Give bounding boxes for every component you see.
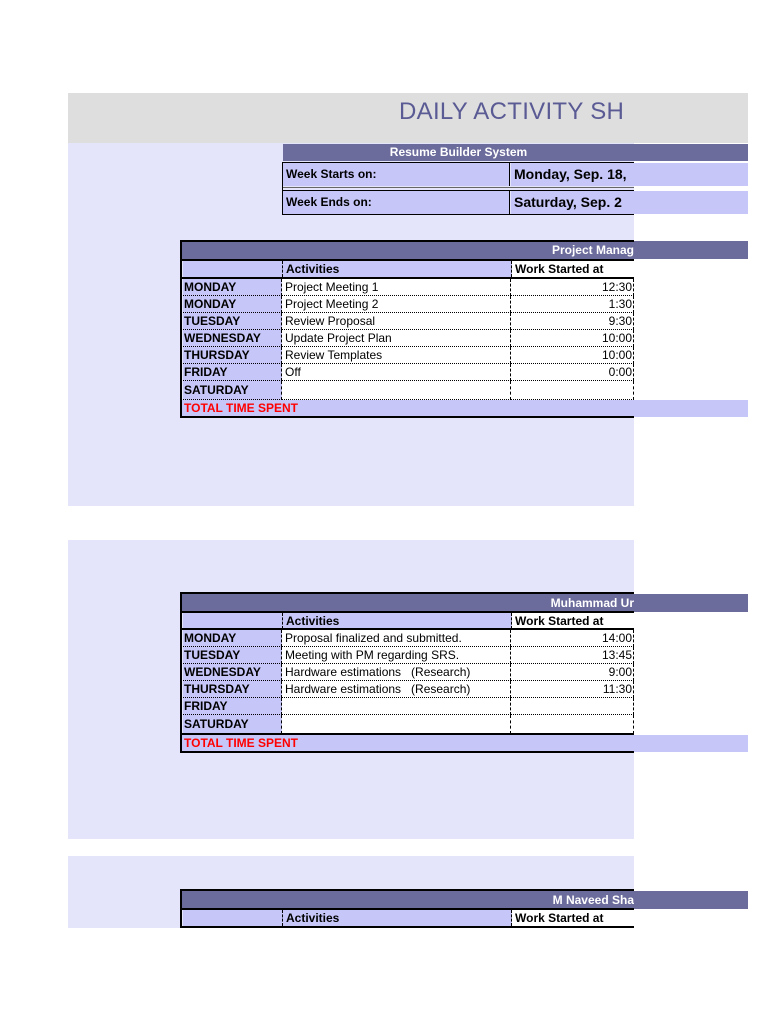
time-cell[interactable]: 12:30 — [511, 279, 634, 296]
table-row — [181, 664, 634, 681]
day-cell: FRIDAY — [183, 364, 282, 381]
total-row-extension — [634, 400, 748, 417]
time-cell[interactable]: 1:30 — [511, 296, 634, 313]
day-cell: TUESDAY — [183, 647, 282, 664]
column-header-day — [183, 910, 283, 926]
member-header: Project Manag — [181, 241, 634, 259]
activity-cell[interactable]: Review Templates — [282, 347, 511, 364]
time-cell[interactable]: 9:00 — [511, 664, 634, 681]
table-row — [181, 381, 634, 400]
day-cell: MONDAY — [183, 296, 282, 313]
info-line — [282, 187, 634, 188]
column-header-started: Work Started at — [512, 910, 634, 926]
time-cell[interactable] — [511, 381, 634, 400]
day-cell: THURSDAY — [183, 681, 282, 698]
day-cell: MONDAY — [183, 630, 282, 647]
day-cell: WEDNESDAY — [183, 330, 282, 347]
column-header-activities: Activities — [283, 910, 512, 926]
column-header-day — [183, 261, 283, 277]
activity-cell[interactable]: Update Project Plan — [282, 330, 511, 347]
info-line — [282, 162, 634, 163]
member-header-extension — [634, 891, 748, 909]
project-bar-extension — [634, 144, 748, 161]
activity-cell[interactable] — [282, 381, 511, 400]
info-line — [282, 162, 283, 215]
column-header-activities: Activities — [283, 261, 512, 277]
table-border — [180, 733, 634, 735]
day-cell: THURSDAY — [183, 347, 282, 364]
time-cell[interactable]: 9:30 — [511, 313, 634, 330]
table-row — [181, 630, 634, 647]
activity-cell[interactable]: Off — [282, 364, 511, 381]
day-cell: SATURDAY — [183, 715, 282, 734]
activity-cell[interactable]: Review Proposal — [282, 313, 511, 330]
column-header-started: Work Started at — [512, 261, 634, 277]
time-cell[interactable]: 10:00 — [511, 330, 634, 347]
activity-cell[interactable]: Hardware estimations (Research) — [282, 681, 511, 698]
column-header-activities: Activities — [283, 613, 512, 629]
activity-cell[interactable]: Project Meeting 1 — [282, 279, 511, 296]
activity-cell[interactable] — [282, 715, 511, 734]
time-cell[interactable]: 0:00 — [511, 364, 634, 381]
table-border — [180, 889, 634, 891]
table-row — [181, 279, 634, 296]
week-starts-value: Monday, Sep. 18, — [511, 163, 634, 186]
week-ends-value: Saturday, Sep. 2 — [511, 191, 634, 214]
table-border — [180, 751, 634, 753]
week-ends-extension — [634, 191, 748, 214]
activity-cell[interactable]: Project Meeting 2 — [282, 296, 511, 313]
table-border — [180, 416, 634, 418]
total-time-row: TOTAL TIME SPENT — [181, 400, 634, 417]
time-cell[interactable] — [511, 698, 634, 715]
table-row — [181, 330, 634, 347]
table-row — [181, 364, 634, 381]
info-line — [282, 214, 634, 215]
table-border — [180, 592, 634, 594]
table-row — [181, 296, 634, 313]
time-cell[interactable]: 13:45 — [511, 647, 634, 664]
day-cell: MONDAY — [183, 279, 282, 296]
table-row — [181, 313, 634, 330]
total-time-row: TOTAL TIME SPENT — [181, 735, 634, 752]
week-starts-label: Week Starts on: — [283, 163, 510, 186]
day-cell: WEDNESDAY — [183, 664, 282, 681]
activity-cell[interactable]: Hardware estimations (Research) — [282, 664, 511, 681]
table-row — [181, 715, 634, 734]
week-ends-label: Week Ends on: — [283, 191, 510, 214]
table-border — [180, 240, 182, 418]
week-starts-extension — [634, 163, 748, 186]
total-row-extension — [634, 735, 748, 752]
table-border — [180, 889, 182, 928]
member-header: M Naveed Sha — [181, 891, 634, 909]
time-cell[interactable] — [511, 715, 634, 734]
member-header-extension — [634, 241, 748, 259]
table-row — [181, 681, 634, 698]
column-header-day — [183, 613, 283, 629]
table-row — [181, 647, 634, 664]
time-cell[interactable]: 11:30 — [511, 681, 634, 698]
table-row — [181, 347, 634, 364]
activity-cell[interactable]: Proposal finalized and submitted. — [282, 630, 511, 647]
member-header: Muhammad Ur — [181, 594, 634, 612]
day-cell: TUESDAY — [183, 313, 282, 330]
member-header-extension — [634, 594, 748, 612]
table-border — [180, 592, 182, 753]
time-cell[interactable]: 14:00 — [511, 630, 634, 647]
project-name: Resume Builder System — [283, 144, 634, 161]
info-line — [282, 190, 634, 191]
time-cell[interactable]: 10:00 — [511, 347, 634, 364]
table-border — [180, 926, 634, 928]
page-title: DAILY ACTIVITY SH — [399, 98, 625, 125]
activity-cell[interactable]: Meeting with PM regarding SRS. — [282, 647, 511, 664]
day-cell: SATURDAY — [183, 381, 282, 400]
table-row — [181, 698, 634, 715]
column-header-started: Work Started at — [512, 613, 634, 629]
table-border — [180, 240, 634, 242]
activity-cell[interactable] — [282, 698, 511, 715]
day-cell: FRIDAY — [183, 698, 282, 715]
